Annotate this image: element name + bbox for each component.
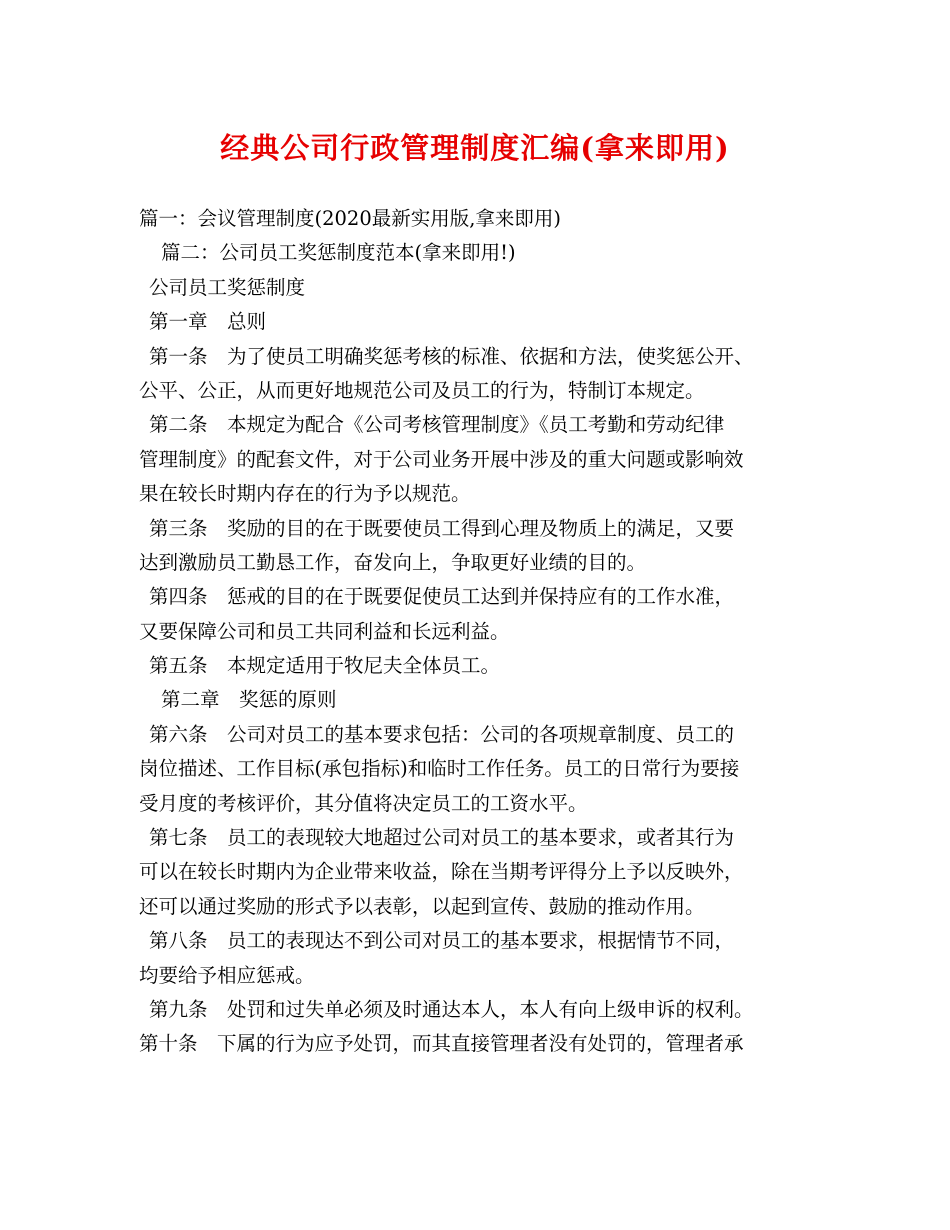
paragraph-line: 篇二：公司员工奖惩制度范本(拿来即用!) [161,241,516,265]
paragraph-line: 第二条 本规定为配合《公司考核管理制度》《员工考勤和劳动纪律 [149,413,725,437]
paragraph-line: 还可以通过奖励的形式予以表彰，以起到宣传、鼓励的推动作用。 [139,894,705,918]
paragraph-line: 受月度的考核评价，其分值将决定员工的工资水平。 [139,791,588,815]
paragraph-line: 达到激励员工勤恳工作，奋发向上，争取更好业绩的目的。 [139,550,647,574]
paragraph-line: 第七条 员工的表现较大地超过公司对员工的基本要求，或者其行为 [149,826,735,850]
paragraph-line: 第二章 奖惩的原则 [161,688,337,712]
document-title: 经典公司行政管理制度汇编(拿来即用) [220,131,730,165]
paragraph-line: 第六条 公司对员工的基本要求包括：公司的各项规章制度、员工的 [149,722,735,746]
paragraph-line: 第三条 奖励的目的在于既要使员工得到心理及物质上的满足，又要 [149,516,735,540]
paragraph-line: 公平、公正，从而更好地规范公司及员工的行为，特制订本规定。 [139,378,705,402]
document-body [139,202,839,1062]
paragraph-line: 第九条 处罚和过失单必须及时通达本人，本人有向上级申诉的权利。 [149,997,754,1021]
paragraph-line: 篇一：会议管理制度(2020最新实用版,拿来即用) [139,207,562,230]
paragraph-line: 第八条 员工的表现达不到公司对员工的基本要求，根据情节不同， [149,929,735,953]
paragraph-line: 第一条 为了使员工明确奖惩考核的标准、依据和方法，使奖惩公开、 [149,344,754,368]
paragraph-line: 均要给予相应惩戒。 [139,963,315,987]
paragraph-line: 岗位描述、工作目标(承包指标)和临时工作任务。员工的日常行为要接 [139,757,740,781]
paragraph-line: 又要保障公司和员工共同利益和长远利益。 [139,619,510,643]
paragraph-line: 第四条 惩戒的目的在于既要促使员工达到并保持应有的工作水准， [149,585,735,609]
paragraph-line: 管理制度》的配套文件，对于公司业务开展中涉及的重大问题或影响效 [139,447,744,471]
paragraph-line: 第十条 下属的行为应予处罚，而其直接管理者没有处罚的，管理者承 [139,1032,744,1056]
paragraph-line: 可以在较长时期内为企业带来收益，除在当期考评得分上予以反映外， [139,860,744,884]
paragraph-line: 公司员工奖惩制度 [149,275,306,299]
paragraph-line: 第一章 总则 [149,310,267,334]
paragraph-line: 第五条 本规定适用于牧尼夫全体员工。 [149,654,501,678]
paragraph-line: 果在较长时期内存在的行为予以规范。 [139,482,471,506]
